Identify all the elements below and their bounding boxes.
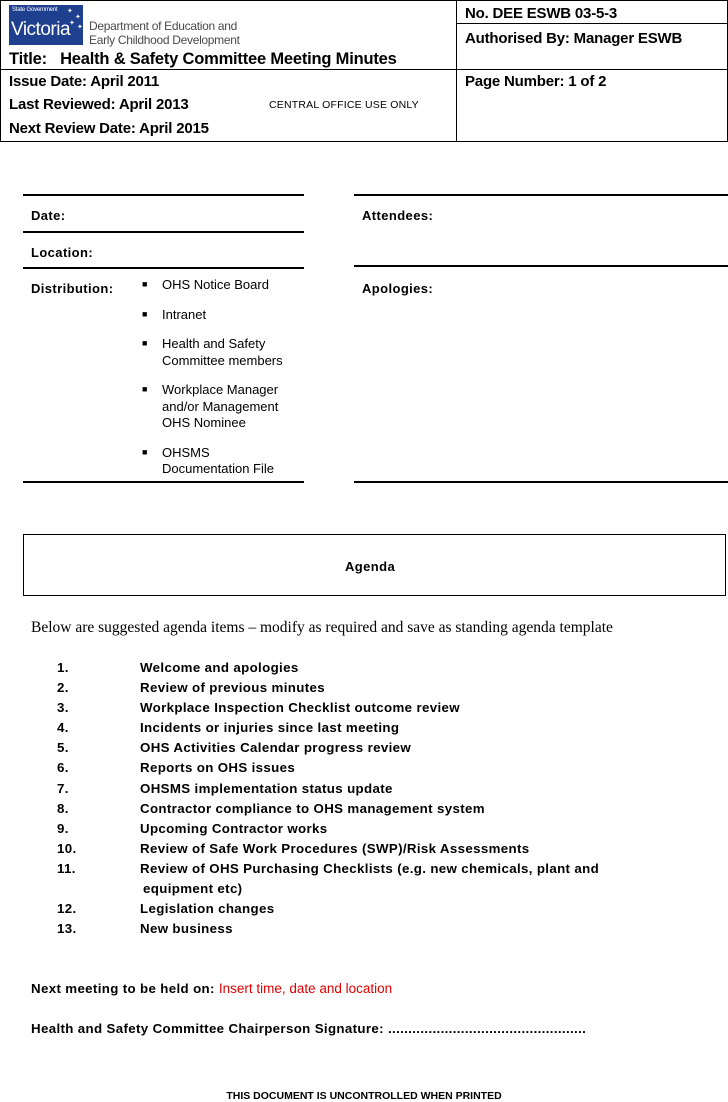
agenda-item bbox=[57, 799, 717, 819]
field-rule bbox=[23, 231, 304, 233]
agenda-text: Contractor compliance to OHS management system bbox=[140, 800, 485, 816]
bullet-icon: ■ bbox=[142, 338, 148, 348]
apologies-label: Apologies: bbox=[362, 281, 434, 296]
list-item-text: OHS Notice Board bbox=[162, 277, 269, 292]
list-item bbox=[142, 445, 312, 478]
field-rule bbox=[354, 265, 728, 267]
agenda-item bbox=[57, 779, 717, 799]
document-title bbox=[9, 50, 397, 69]
agenda-text: Legislation changes bbox=[140, 901, 275, 917]
agenda-item bbox=[57, 698, 717, 718]
agenda-number: 11. bbox=[57, 860, 76, 876]
star-icon: ✦ bbox=[67, 8, 73, 15]
signature-label: Health and Safety Committee Chairperson Signature: bbox=[31, 1021, 384, 1036]
bullet-icon: ■ bbox=[142, 308, 148, 319]
agenda-text: OHSMS implementation status update bbox=[140, 780, 393, 796]
agenda-item bbox=[57, 819, 717, 839]
list-item-text: Health and Safety bbox=[162, 336, 266, 351]
field-rule bbox=[23, 267, 304, 269]
agenda-item bbox=[57, 658, 717, 678]
date-label: Date: bbox=[31, 208, 66, 223]
agenda-text: Review of OHS Purchasing Checklists (e.g. new chemicals, plant and bbox=[140, 860, 600, 876]
agenda-number: 6. bbox=[57, 760, 69, 776]
list-item-text: Intranet bbox=[162, 306, 207, 322]
list-item-text: Workplace Manager bbox=[162, 382, 279, 397]
agenda-text-continued: equipment etc) bbox=[143, 881, 243, 897]
location-label: Location: bbox=[31, 245, 94, 260]
next-review-date: Next Review Date: April 2015 bbox=[9, 120, 209, 137]
department-line: Department of Education and bbox=[89, 19, 237, 33]
agenda-number: 12. bbox=[57, 901, 77, 917]
agenda-number: 8. bbox=[57, 800, 69, 816]
agenda-number: 5. bbox=[57, 740, 69, 756]
bullet-icon: ■ bbox=[142, 279, 148, 289]
logo-text: Victoria bbox=[11, 19, 71, 40]
footer-notice: THIS DOCUMENT IS UNCONTROLLED WHEN PRINTED bbox=[226, 1090, 502, 1102]
agenda-item bbox=[57, 758, 717, 778]
list-item-text: OHS Nominee bbox=[162, 415, 246, 430]
department-name bbox=[89, 19, 240, 47]
list-item bbox=[142, 307, 312, 324]
agenda-number: 13. bbox=[57, 921, 77, 937]
agenda-text: Review of previous minutes bbox=[140, 680, 325, 696]
agenda-number: 9. bbox=[57, 820, 69, 836]
agenda-item bbox=[57, 859, 717, 879]
agenda-number: 7. bbox=[57, 780, 69, 796]
agenda-number: 2. bbox=[57, 680, 69, 696]
logo-small-text: State Government bbox=[12, 7, 58, 13]
star-icon: ✦ bbox=[77, 24, 83, 31]
agenda-text: OHS Activities Calendar progress review bbox=[140, 740, 412, 756]
header-rule bbox=[1, 69, 727, 70]
title-text: Health & Safety Committee Meeting Minutes bbox=[60, 50, 397, 68]
star-icon: ✦ bbox=[69, 20, 75, 27]
agenda-number: 10. bbox=[57, 840, 77, 856]
field-rule bbox=[23, 194, 304, 196]
list-item-text: Committee members bbox=[162, 352, 283, 368]
agenda-number: 1. bbox=[57, 660, 69, 675]
last-reviewed: Last Reviewed: April 2013 bbox=[9, 96, 189, 113]
agenda-number: 3. bbox=[57, 700, 69, 716]
signature-line bbox=[31, 1021, 586, 1036]
agenda-list bbox=[57, 658, 717, 939]
next-meeting-label: Next meeting to be held on: bbox=[31, 981, 215, 996]
agenda-title: Agenda bbox=[345, 559, 396, 574]
department-line: Early Childhood Development bbox=[89, 33, 240, 47]
central-office-note: CENTRAL OFFICE USE ONLY bbox=[269, 99, 419, 111]
list-item-text: OHSMS bbox=[162, 444, 210, 460]
list-item bbox=[142, 382, 312, 432]
header-divider bbox=[456, 1, 457, 141]
document-number: No. DEE ESWB 03-5-3 bbox=[465, 5, 618, 22]
bullet-icon: ■ bbox=[142, 446, 148, 457]
list-item bbox=[142, 336, 312, 369]
agenda-intro: Below are suggested agenda items – modify as required and save as standing agenda template bbox=[31, 619, 613, 636]
authorised-by: Authorised By: Manager ESWB bbox=[465, 30, 683, 47]
field-rule bbox=[354, 481, 728, 483]
header-rule bbox=[456, 23, 727, 24]
agenda-item bbox=[57, 678, 717, 698]
agenda-item bbox=[57, 738, 717, 758]
agenda-text: Workplace Inspection Checklist outcome review bbox=[140, 700, 460, 716]
agenda-text: New business bbox=[140, 921, 233, 937]
page-number: Page Number: 1 of 2 bbox=[465, 73, 607, 90]
agenda-item bbox=[57, 718, 717, 738]
title-label: Title: bbox=[9, 50, 47, 68]
agenda-item bbox=[57, 899, 717, 919]
agenda-item bbox=[57, 919, 717, 939]
agenda-number: 4. bbox=[57, 720, 69, 736]
distribution-list bbox=[142, 277, 312, 491]
agenda-text: Welcome and apologies bbox=[140, 660, 299, 675]
agenda-text: Incidents or injuries since last meeting bbox=[140, 720, 400, 736]
next-meeting-line bbox=[31, 981, 392, 996]
distribution-label: Distribution: bbox=[31, 281, 114, 296]
list-item bbox=[142, 277, 312, 294]
bullet-icon: ■ bbox=[142, 384, 148, 394]
next-meeting-placeholder[interactable]: Insert time, date and location bbox=[218, 981, 393, 996]
list-item-text: Documentation File bbox=[162, 461, 274, 476]
field-rule bbox=[23, 481, 304, 483]
star-icon: ✦ bbox=[75, 14, 81, 21]
agenda-item bbox=[57, 839, 717, 859]
issue-date: Issue Date: April 2011 bbox=[9, 73, 160, 90]
document-header-table bbox=[0, 0, 728, 142]
agenda-text: Review of Safe Work Procedures (SWP)/Risk Assessments bbox=[140, 840, 530, 856]
agenda-text: Reports on OHS issues bbox=[140, 760, 296, 776]
victoria-logo bbox=[9, 5, 83, 45]
list-item-text: and/or Management bbox=[162, 398, 279, 414]
signature-field[interactable]: ................................................. bbox=[388, 1021, 587, 1036]
attendees-label: Attendees: bbox=[362, 208, 434, 223]
field-rule bbox=[354, 194, 728, 196]
agenda-text: Upcoming Contractor works bbox=[140, 820, 328, 836]
